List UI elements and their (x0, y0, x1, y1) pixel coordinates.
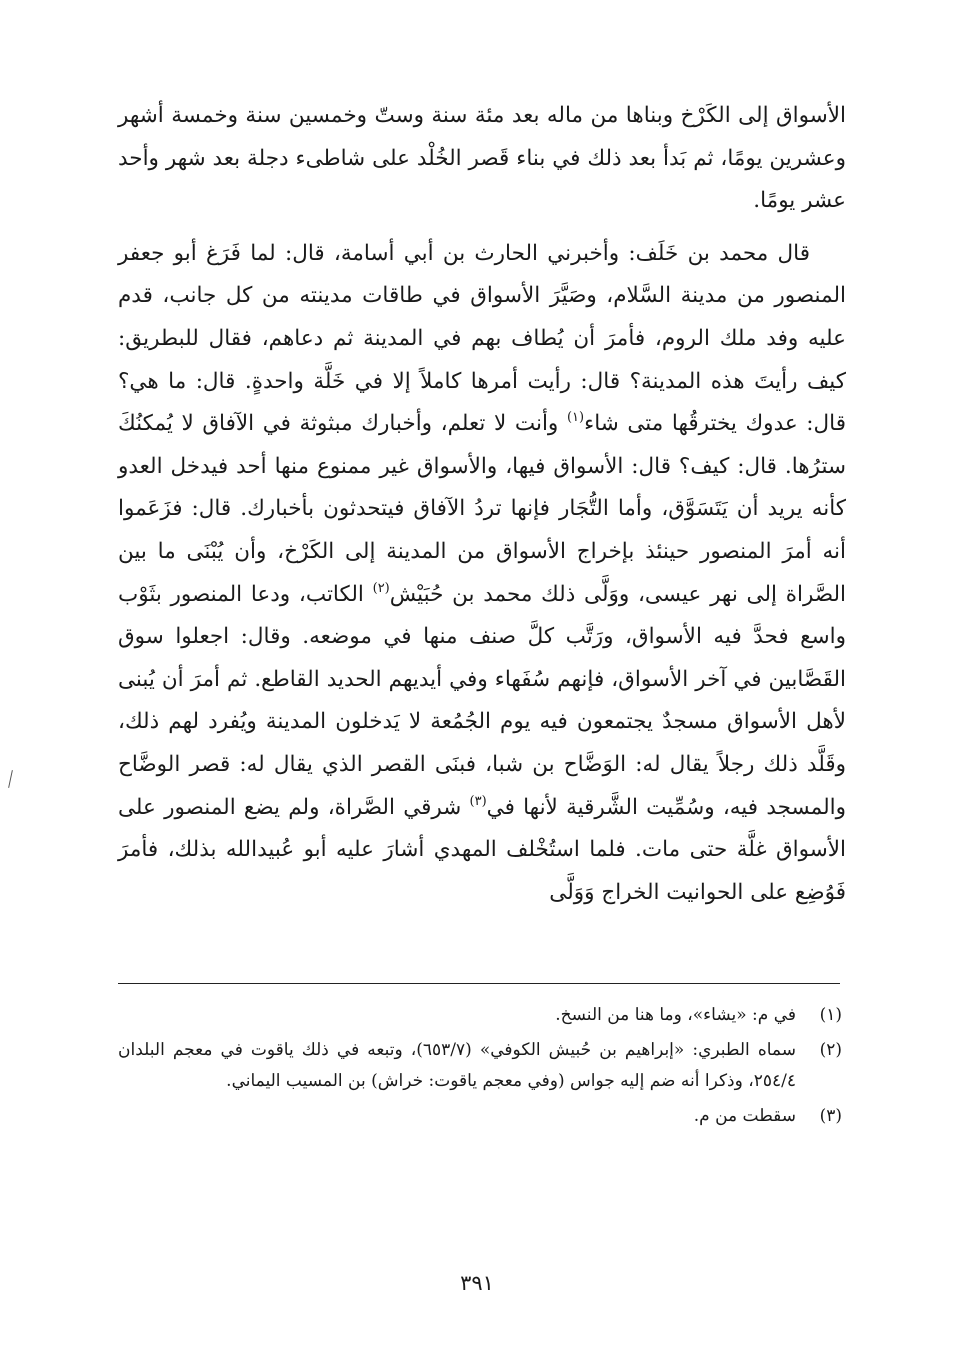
paragraph-2-part-4: شرقي الصَّراة، ولم يضع المنصور على الأسواق غلَّة حتى مات. فلما استُخْلف المهدي أشارَ عليه أبو عُبيدالله بذلك، فأمرَ فَوُضِع على الحوانيت الخراج وَوَلَّى (118, 794, 846, 905)
paragraph-2-part-2: وأنت لا تعلم، وأخبارك مبثوثة في الآفاق لا يُمكنُكَ سترُها. قال: كيف؟ قال: الأسواق فيها، والأسواق غير ممنوع منها أحد فيدخل العدو كأنه يريد أن يَتَسَوَّق، وأما التُّجَار فإنها تردُ الآفاق فيتحدثون بأخبارك. قال: فزَعَموا أنه أمرَ المنصور حينئذ بإخراج الأسواق من المدينة إلى الكَرْخ، وأن يُبْنَى ما بين الصَّراة إلى نهر عيسى، ووَلَّى ذلك محمد بن حُبَيْش (118, 411, 846, 607)
footnote-2 (118, 1035, 842, 1097)
main-text (118, 95, 846, 914)
footnote-ref-2[interactable]: (٢) (372, 580, 390, 596)
footnote-3 (118, 1101, 842, 1132)
footnote-text: في م: «يشاء»، وما هنا من النسخ. (555, 1005, 796, 1025)
footnote-number: (١) (819, 1005, 842, 1025)
footnote-ref-1[interactable]: (١) (566, 410, 585, 426)
paragraph-1: الأسواق إلى الكَرْخ وبناها من ماله بعد مئة سنة وستّ وخمسين سنة وخمسة أشهر وعشرين يومًا، ثم بَدأ بعد ذلك في بناء قَصر الخُلْد على شاطىء دجلة بعد شهر وأحد عشر يومًا. (118, 103, 846, 214)
paragraph-2-part-1: قال محمد بن خَلَف: وأخبرني الحارث بن أبي أسامة، قال: لما فَرَغ أبو جعفر المنصور من مدينة السَّلام، وصَيَّرَ الأسواق في طاقات مدينته من كل جانب، قدم عليه وفد ملك الروم، فأمرَ أن يُطاف بهم في المدينة ثم دعاهم، فقال للبطريق: كيف رأيتَ هذه المدينة؟ قال: رأيت أمرها كاملاً إلا في خَلَّة واحدةٍ. قال: ما هي؟ قال: عدوك يخترقُها متى شاء (118, 240, 846, 437)
footnote-number: (٢) (819, 1040, 842, 1060)
footnote-1 (118, 1000, 842, 1031)
paragraph-2 (118, 233, 846, 915)
scan-mark (8, 770, 13, 788)
paragraph-2-part-3: الكاتب، ودعا المنصور بثَوْب واسع فحدَّ فيه الأسواق، ورَتَّب كلَّ صنف منها في موضعه. وقال: اجعلوا سوق القَصَّابين في آخر الأسواق، فإنهم سُفَهاء وفي أيديهم الحديد القاطع. ثم أمرَ أن يُبنى لأهل الأسواق مسجدٌ يجتمعون فيه يوم الجُمُعة لا يَدخلون المدينة ويُفرد لهم ذلك، وقَلَّد ذلك رجلاً يقال له: الوَضَّاح بن شبا، فبنَى القصر الذي يقال له: قصر الوضَّاح والمسجد فيه، وسُمِّيت الشَّرقية لأنها في (118, 581, 847, 820)
footnote-text: سقطت من م. (693, 1106, 796, 1126)
page-number: ٣٩١ (460, 1271, 494, 1295)
footnotes (118, 1000, 842, 1136)
footnote-text: سماه الطبري: «إبراهيم بن حُبيش الكوفي» (٦٥٣/٧)، وتبعه في ذلك ياقوت في معجم البلدان ٢٥٤/٤، وذكرا أنه ضم إليه جواس (وفي معجم ياقوت: خراش) بن المسيب اليماني. (118, 1040, 796, 1091)
footnote-divider (118, 983, 840, 984)
footnote-number: (٣) (819, 1106, 842, 1126)
footnote-ref-3[interactable]: (٣) (469, 793, 487, 809)
